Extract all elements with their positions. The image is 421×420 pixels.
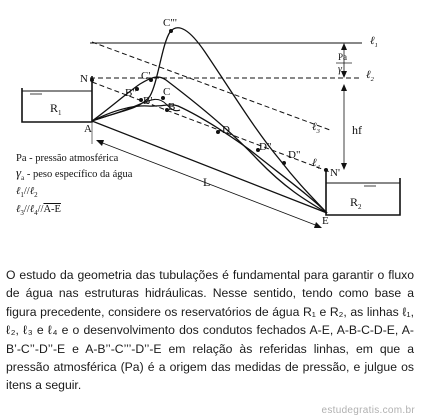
hf-arrow-top	[341, 84, 347, 91]
length-arrow-right	[314, 222, 322, 228]
point-np	[324, 168, 328, 172]
label-hf: hf	[352, 123, 362, 137]
label-dpp: D"	[259, 141, 272, 153]
length-arrow-left	[96, 140, 104, 146]
label-cp: C'	[141, 70, 151, 82]
legend-l1-l2: ℓ$_1$//ℓ$_2$	[16, 186, 38, 200]
label-r1: $R_1$	[50, 101, 62, 117]
label-r2: $R_2$	[350, 195, 362, 211]
question-paragraph: O estudo da geometria das tubulações é fundamental para garantir o fluxo de água nas estruturas hidráulicas. Nesse sentido, tendo como base a figura precedente, considere os reservatórios de água R₁ e R₂, as linhas ℓ₁, ℓ₂, ℓ₃ e ℓ₄ e o desenvolvimento dos condutos fechados A-E, A-B-C-D-E, A-B’-C’’-D’’-E e A-B’’-C’’’-D’’-E em relação às referidas linhas, em que a pressão atmosférica (Pa) é a origem das medidas de pressão, e julgue os itens a seguir.	[6, 268, 414, 393]
label-b: B	[168, 101, 176, 113]
label-np: N'	[330, 167, 340, 179]
legend-l3-l4-ae: ℓ$_3$//ℓ$_4$//A-E	[16, 203, 61, 217]
point-c-ppp	[169, 29, 173, 33]
label-bp: B'	[143, 95, 153, 107]
label-bpp: B"	[125, 87, 137, 99]
label-cppp: C"'	[163, 17, 177, 29]
point-d-ppp	[282, 161, 286, 165]
diagram-legend	[16, 152, 132, 220]
label-l2: ℓ$_2$	[366, 69, 374, 83]
label-a: A	[84, 123, 92, 135]
line-l3	[92, 42, 330, 130]
label-c: C	[163, 86, 171, 98]
point-n	[90, 78, 94, 82]
legend-pa: Pa - pressão atmosférica	[16, 153, 119, 164]
watermark: estudegratis.com.br	[321, 405, 415, 416]
label-l: L	[203, 175, 211, 189]
label-l3: ℓ$_3$	[312, 121, 320, 135]
point-d	[216, 130, 220, 134]
hf-arrow-bottom	[341, 163, 347, 170]
label-n: N	[80, 73, 88, 85]
label-d: D	[222, 124, 230, 136]
label-gamma: $\gamma_a$	[338, 64, 345, 76]
label-pa: Pa	[338, 52, 347, 62]
label-e: E	[322, 215, 329, 227]
label-l4: ℓ$_4$	[312, 157, 320, 171]
label-dppp: D"	[288, 149, 301, 161]
label-l1: ℓ$_1$	[370, 35, 378, 49]
pa-arrow-top	[341, 43, 347, 50]
legend-gamma: $\gamma_a$ - peso específico da água	[16, 164, 133, 182]
